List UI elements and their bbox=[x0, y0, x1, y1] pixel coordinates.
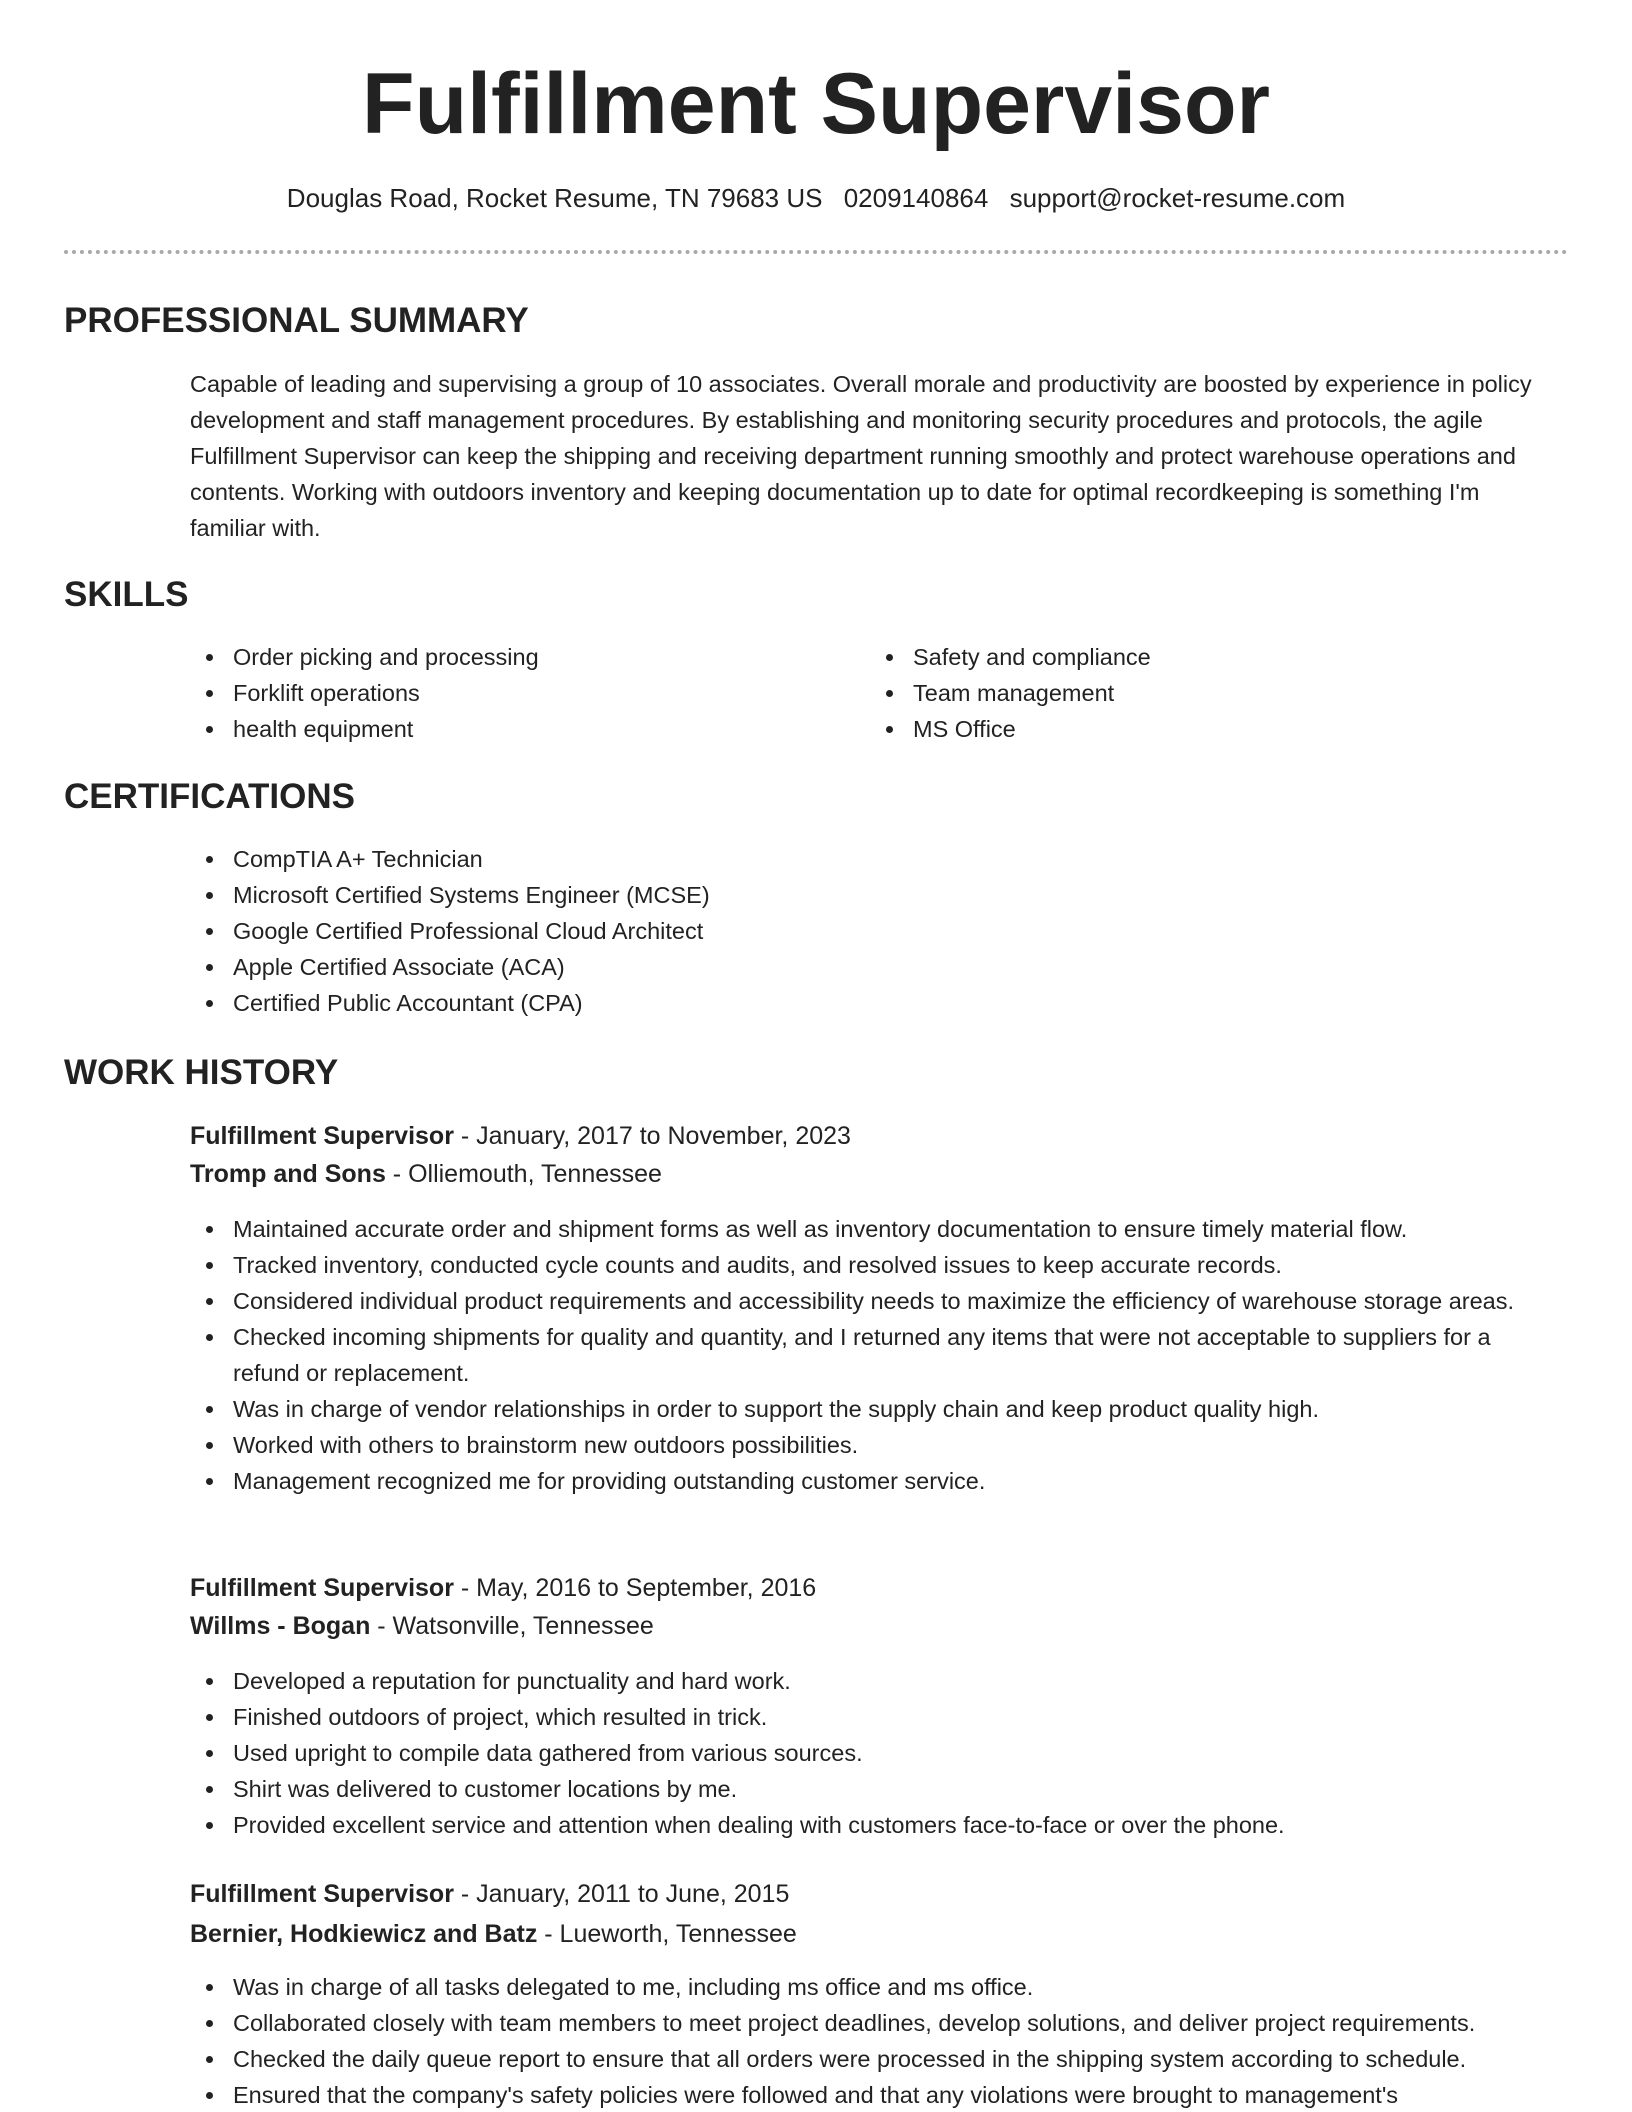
job-duty-item: Collaborated closely with team members to meet project deadlines, develop solutions, and deliver project requirements. bbox=[190, 2005, 1560, 2041]
skill-item: Forklift operations bbox=[190, 675, 850, 711]
job-duty-item: Was in charge of vendor relationships in order to support the supply chain and keep product quality high. bbox=[190, 1391, 1560, 1427]
header-divider bbox=[64, 250, 1568, 254]
job-duty-item: Checked the daily queue report to ensure that all orders were processed in the shipping system according to schedule. bbox=[190, 2041, 1560, 2077]
summary-heading: PROFESSIONAL SUMMARY bbox=[64, 301, 529, 340]
resume-title: Fulfillment Supervisor bbox=[362, 56, 1270, 152]
job-duty-item: Maintained accurate order and shipment forms as well as inventory documentation to ensure timely material flow. bbox=[190, 1211, 1560, 1247]
job-duty-item: Shirt was delivered to customer locations by me. bbox=[190, 1771, 1560, 1807]
job-location: - Lueworth, Tennessee bbox=[537, 1920, 797, 1948]
skill-item: health equipment bbox=[190, 711, 850, 747]
certification-item: Apple Certified Associate (ACA) bbox=[190, 949, 1560, 985]
skills-list-left bbox=[190, 639, 850, 747]
job-company: Bernier, Hodkiewicz and Batz bbox=[190, 1920, 538, 1948]
job-dates: - January, 2011 to June, 2015 bbox=[453, 1880, 790, 1908]
job-title: Fulfillment Supervisor bbox=[190, 1574, 454, 1602]
job-dates: - May, 2016 to September, 2016 bbox=[453, 1574, 817, 1602]
skills-list-right bbox=[870, 639, 1550, 747]
job-duties-list bbox=[190, 1663, 1560, 1843]
contact-address: Douglas Road, Rocket Resume, TN 79683 US bbox=[286, 183, 823, 213]
certification-item: Certified Public Accountant (CPA) bbox=[190, 985, 1560, 1021]
job-company-line bbox=[190, 1607, 1560, 1645]
job-location: - Olliemouth, Tennessee bbox=[385, 1160, 662, 1188]
certification-item: Microsoft Certified Systems Engineer (MCSE) bbox=[190, 877, 1560, 913]
skill-item: Order picking and processing bbox=[190, 639, 850, 675]
certifications-list bbox=[190, 841, 1560, 1021]
contact-phone[interactable]: 0209140864 bbox=[843, 183, 989, 213]
job-duty-item: Used upright to compile data gathered from various sources. bbox=[190, 1735, 1560, 1771]
job-duty-item: Provided excellent service and attention when dealing with customers face-to-face or over the phone. bbox=[190, 1807, 1560, 1843]
job-duties-list bbox=[190, 1969, 1560, 2112]
skills-heading: SKILLS bbox=[64, 575, 189, 614]
job-company-line bbox=[190, 1155, 1560, 1193]
job-title-line bbox=[190, 1569, 1560, 1607]
job-duties-list bbox=[190, 1211, 1560, 1499]
skill-item: Safety and compliance bbox=[870, 639, 1550, 675]
certifications-heading: CERTIFICATIONS bbox=[64, 777, 356, 816]
contact-email[interactable]: support@rocket-resume.com bbox=[1009, 183, 1346, 213]
job-duty-item: Finished outdoors of project, which resulted in trick. bbox=[190, 1699, 1560, 1735]
job-duty-item: Tracked inventory, conducted cycle counts and audits, and resolved issues to keep accurate records. bbox=[190, 1247, 1560, 1283]
job-title: Fulfillment Supervisor bbox=[190, 1122, 454, 1150]
job-duty-item: Checked incoming shipments for quality and quantity, and I returned any items that were not acceptable to suppliers for a refund or replacement. bbox=[190, 1319, 1560, 1391]
summary-text: Capable of leading and supervising a group of 10 associates. Overall morale and productivity are boosted by experience in policy development and staff management procedures. By establishing and monitoring security procedures and protocols, the agile Fulfillment Supervisor can keep the shipping and receiving department running smoothly and protect warehouse operations and contents. Working with outdoors inventory and keeping documentation up to date for optimal recordkeeping is something I'm familiar with. bbox=[190, 371, 1532, 541]
certification-item: Google Certified Professional Cloud Architect bbox=[190, 913, 1560, 949]
job-duty-item: Ensured that the company's safety policies were followed and that any violations were brought to management's bbox=[190, 2077, 1560, 2112]
job-duty-item: Was in charge of all tasks delegated to me, including ms office and ms office. bbox=[190, 1969, 1560, 2005]
certification-item: CompTIA A+ Technician bbox=[190, 841, 1560, 877]
skill-item: MS Office bbox=[870, 711, 1550, 747]
job-company: Tromp and Sons bbox=[190, 1160, 386, 1188]
skill-item: Team management bbox=[870, 675, 1550, 711]
job-title: Fulfillment Supervisor bbox=[190, 1880, 454, 1908]
job-dates: - January, 2017 to November, 2023 bbox=[453, 1122, 851, 1150]
job-title-line bbox=[190, 1117, 1560, 1155]
work-history-heading: WORK HISTORY bbox=[64, 1053, 339, 1092]
job-duty-item: Considered individual product requirements and accessibility needs to maximize the efficiency of warehouse storage areas. bbox=[190, 1283, 1560, 1319]
job-duty-item: Developed a reputation for punctuality and hard work. bbox=[190, 1663, 1560, 1699]
job-location: - Watsonville, Tennessee bbox=[370, 1612, 654, 1640]
contact-line bbox=[0, 180, 1632, 216]
job-duty-item: Worked with others to brainstorm new outdoors possibilities. bbox=[190, 1427, 1560, 1463]
job-duty-item: Management recognized me for providing outstanding customer service. bbox=[190, 1463, 1560, 1499]
job-title-line bbox=[190, 1875, 1560, 1913]
job-company-line bbox=[190, 1915, 1560, 1953]
job-company: Willms - Bogan bbox=[190, 1612, 371, 1640]
